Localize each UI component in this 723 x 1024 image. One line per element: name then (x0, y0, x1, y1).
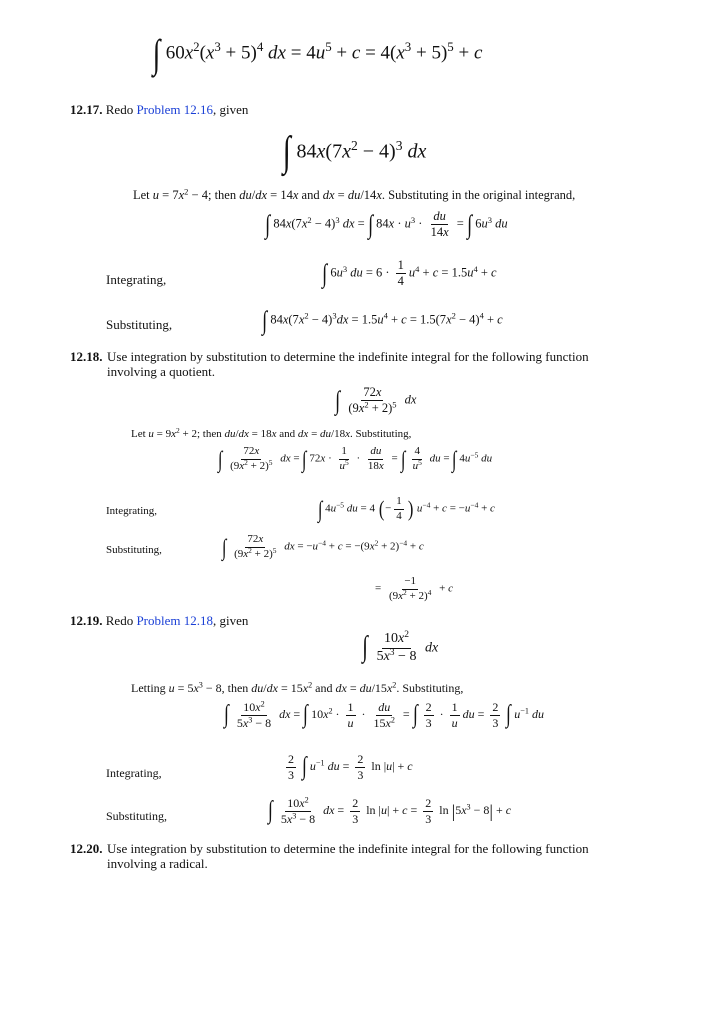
problem-12-18-link[interactable]: Problem 12.18 (136, 613, 214, 628)
substituted-integral-12-18: ∫ $\frac{72x}{(9x^2 + 2)^5}$ dx = ∫ 72x · $\frac{1}{u^5}$ · $\frac{du}{18x}$ = ∫ $\frac{4}{u^5}$ du = ∫ $4u^{-5}$ du (217, 445, 493, 472)
substituting-label-12-17: Substituting, (106, 317, 173, 332)
problem-number: 12.17. (70, 102, 103, 117)
substituting-equation-12-18: ∫ $\frac{72x}{(9x^2 + 2)^5}$ dx = $-u^{-4} + c = -(9x^2 + 2)^{-4} + c$ (221, 533, 424, 560)
substituting-label-12-19: Substituting, (106, 809, 168, 823)
problem-12-17-heading (70, 102, 630, 117)
given-text: , given (213, 102, 249, 117)
equation-12-16-result: ∫ $60x^2(x^3 + 5)^4$ dx = $4u^5 + c = 4(x^3 + 5)^5 + c$ (152, 31, 483, 76)
integrating-label-12-19: Integrating, (106, 766, 162, 780)
problem-number: 12.20. (70, 841, 103, 856)
let-statement-12-18: Let $u = 9x^2 + 2$; then du/dx = 18x and dx = du/18x. Substituting, (131, 425, 412, 440)
redo-text: Redo (105, 102, 134, 117)
integrating-label-12-17: Integrating, (106, 272, 167, 287)
problem-number: 12.19. (70, 613, 103, 628)
redo-text: Redo (105, 613, 134, 628)
let-statement-12-19: Letting $u = 5x^3 - 8$, then $du/dx = 15x^2$ and dx = $du/15x^2$. Substituting, (131, 680, 464, 695)
given-text: , given (213, 613, 249, 628)
integrating-label-12-18: Integrating, (106, 505, 158, 517)
problem-number: 12.18. (70, 349, 103, 364)
substituted-integral-12-17: ∫ $84x(7x^2 - 4)^3$ dx = ∫ $84x \cdot u^3$ · $\frac{du}{14x}$ = ∫ $6u^3$ du (265, 209, 508, 240)
substituting-equation-12-19: ∫ $\frac{10x^2}{5x^3 - 8}$ dx = $\frac{2}{3}$ ln |u| + c = $\frac{2}{3}$ $\ln |5x^3 - 8| + c$ (268, 795, 512, 826)
problem-12-18-heading (70, 349, 630, 379)
substituting-label-12-18: Substituting, (106, 544, 162, 556)
problem-12-20-text: Use integration by substitution to determine the indefinite integral for the following function involving a radical. (107, 841, 589, 871)
problem-12-16-link[interactable]: Problem 12.16 (136, 102, 214, 117)
problem-12-18-text: Use integration by substitution to determine the indefinite integral for the following function involving a quotient. (107, 349, 589, 379)
integrating-equation-12-17: ∫ $6u^3$ du = 6 · $\frac{1}{4}$ $u^4 + c = 1.5u^4 + c$ (322, 258, 497, 289)
integrating-equation-12-18: ∫ $4u^{-5}$ du = 4 (− $\frac{1}{4}$ ) $u^{-4} + c = -u^{-4} + c$ (317, 495, 495, 522)
final-equation-12-18: = $\frac{-1}{(9x^2 + 2)^4}$ + c (375, 575, 453, 602)
integral-12-19: ∫ $\frac{10x^2}{5x^3 - 8}$ dx (362, 629, 439, 664)
integrating-equation-12-19: $\frac{2}{3}$ ∫ $u^{-1}$ du = $\frac{2}{3}$ ln |u| + c (288, 752, 413, 782)
integral-12-17: ∫ $84x(7x^2 - 4)^3$ dx (282, 129, 427, 175)
integral-12-18: ∫ $\frac{72x}{(9x^2 + 2)^5}$ dx (335, 385, 417, 416)
substituting-equation-12-17: ∫ $84x(7x^2 - 4)^3dx = 1.5u^4 + c = 1.5(7x^2 - 4)^4 + c$ (262, 306, 503, 335)
problem-12-20-heading (70, 841, 630, 871)
substituted-integral-12-19: ∫ $\frac{10x^2}{5x^3 - 8}$ dx = ∫ $10x^2$ · $\frac{1}{u}$ · $\frac{du}{15x^2}$ = ∫ $\frac{2}{3}$ · $\frac{1}{u}$ du = $\frac{2}{3}$ ∫ $u^{-1}$ du (224, 699, 544, 730)
let-statement-12-17: Let $u = 7x^2 - 4$; then du/dx = 14x and dx = du/14x. Substituting in the original integrand, (133, 186, 576, 202)
problem-12-19-heading (70, 613, 630, 628)
